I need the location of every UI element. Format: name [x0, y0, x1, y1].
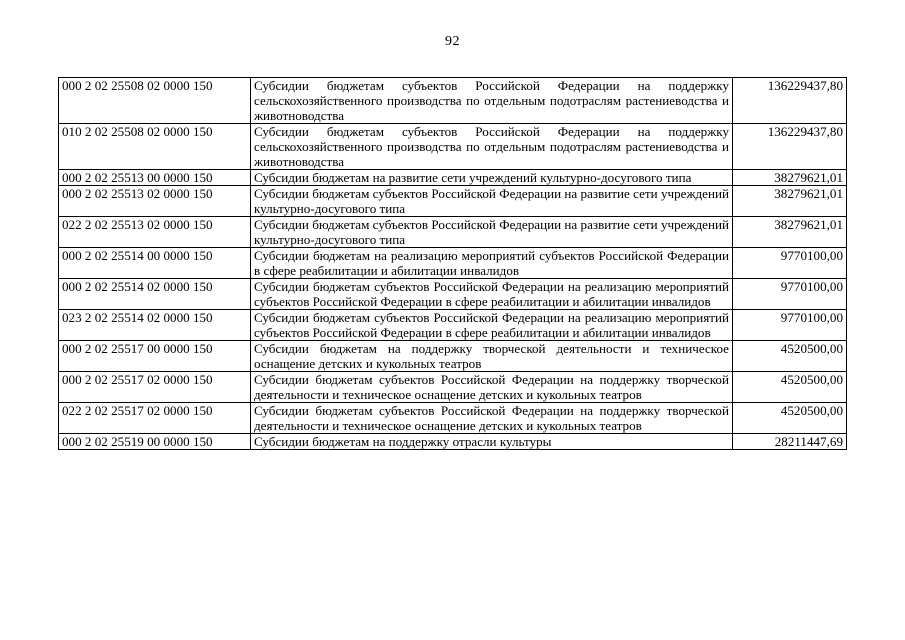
table-row: [59, 279, 847, 310]
amount-cell: 4520500,00: [733, 341, 847, 372]
table-body: [59, 78, 847, 450]
description-cell: Субсидии бюджетам субъектов Российской Федерации на поддержку сельскохозяйственного производства по отдельным подотраслям растениеводства и животноводства: [251, 124, 733, 170]
amount-cell: 9770100,00: [733, 248, 847, 279]
description-cell: Субсидии бюджетам субъектов Российской Федерации на поддержку творческой деятельности и техническое оснащение детских и кукольных театров: [251, 372, 733, 403]
table-row: [59, 403, 847, 434]
budget-code-cell: 000 2 02 25508 02 0000 150: [59, 78, 251, 124]
description-cell: Субсидии бюджетам на реализацию мероприятий субъектов Российской Федерации в сфере реабилитации и абилитации инвалидов: [251, 248, 733, 279]
amount-cell: 38279621,01: [733, 217, 847, 248]
page-number: 92: [445, 34, 460, 49]
table-row: [59, 372, 847, 403]
budget-code-cell: 000 2 02 25514 02 0000 150: [59, 279, 251, 310]
table-row: [59, 170, 847, 186]
table-row: [59, 434, 847, 450]
budget-code-cell: 000 2 02 25514 00 0000 150: [59, 248, 251, 279]
table-row: [59, 78, 847, 124]
table-row: [59, 217, 847, 248]
budget-code-cell: 023 2 02 25514 02 0000 150: [59, 310, 251, 341]
budget-code-cell: 000 2 02 25513 00 0000 150: [59, 170, 251, 186]
amount-cell: 136229437,80: [733, 78, 847, 124]
budget-revenue-table: [58, 77, 847, 450]
amount-cell: 38279621,01: [733, 186, 847, 217]
description-cell: Субсидии бюджетам субъектов Российской Федерации на поддержку творческой деятельности и техническое оснащение детских и кукольных театров: [251, 403, 733, 434]
table-row: [59, 341, 847, 372]
table-row: [59, 124, 847, 170]
budget-code-cell: 000 2 02 25517 00 0000 150: [59, 341, 251, 372]
table-row: [59, 310, 847, 341]
description-cell: Субсидии бюджетам на поддержку отрасли культуры: [251, 434, 733, 450]
budget-code-cell: 022 2 02 25517 02 0000 150: [59, 403, 251, 434]
description-cell: Субсидии бюджетам субъектов Российской Федерации на развитие сети учреждений культурно-досугового типа: [251, 186, 733, 217]
amount-cell: 28211447,69: [733, 434, 847, 450]
description-cell: Субсидии бюджетам на поддержку творческой деятельности и техническое оснащение детских и кукольных театров: [251, 341, 733, 372]
budget-code-cell: 000 2 02 25517 02 0000 150: [59, 372, 251, 403]
description-cell: Субсидии бюджетам на развитие сети учреждений культурно-досугового типа: [251, 170, 733, 186]
budget-code-cell: 022 2 02 25513 02 0000 150: [59, 217, 251, 248]
amount-cell: 136229437,80: [733, 124, 847, 170]
table-row: [59, 248, 847, 279]
budget-code-cell: 000 2 02 25513 02 0000 150: [59, 186, 251, 217]
budget-code-cell: 000 2 02 25519 00 0000 150: [59, 434, 251, 450]
table-row: [59, 186, 847, 217]
amount-cell: 38279621,01: [733, 170, 847, 186]
description-cell: Субсидии бюджетам субъектов Российской Федерации на реализацию мероприятий субъектов Российской Федерации в сфере реабилитации и абилитации инвалидов: [251, 310, 733, 341]
description-cell: Субсидии бюджетам субъектов Российской Федерации на реализацию мероприятий субъектов Российской Федерации в сфере реабилитации и абилитации инвалидов: [251, 279, 733, 310]
description-cell: Субсидии бюджетам субъектов Российской Федерации на поддержку сельскохозяйственного производства по отдельным подотраслям растениеводства и животноводства: [251, 78, 733, 124]
budget-code-cell: 010 2 02 25508 02 0000 150: [59, 124, 251, 170]
amount-cell: 9770100,00: [733, 279, 847, 310]
amount-cell: 4520500,00: [733, 372, 847, 403]
description-cell: Субсидии бюджетам субъектов Российской Федерации на развитие сети учреждений культурно-досугового типа: [251, 217, 733, 248]
amount-cell: 4520500,00: [733, 403, 847, 434]
amount-cell: 9770100,00: [733, 310, 847, 341]
